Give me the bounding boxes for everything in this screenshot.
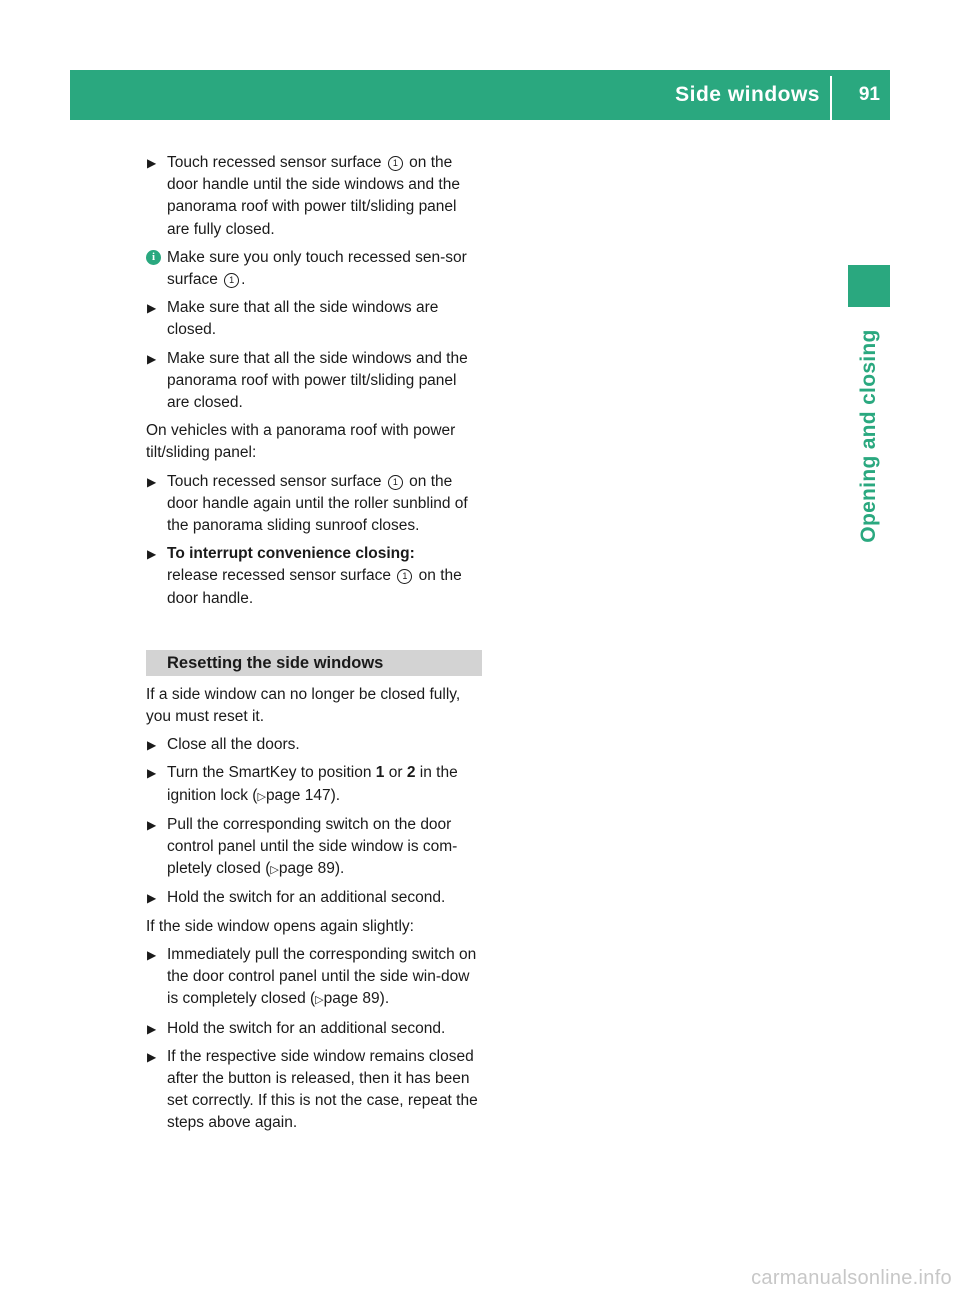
step-text: on the door handle until the side windows and the panorama roof with power tilt/sliding panel are fully closed. — [167, 154, 460, 238]
instruction-step — [146, 887, 482, 909]
triangle-right-icon: ▶ — [147, 351, 157, 366]
step-text: Hold the switch for an additional second. — [167, 1019, 446, 1037]
triangle-right-icon: ▶ — [147, 1049, 157, 1064]
circled-1-icon: 1 — [224, 273, 239, 288]
triangle-right-icon: ▶ — [147, 766, 157, 781]
step-title: To interrupt convenience closing: — [167, 545, 415, 563]
instruction-step — [146, 297, 482, 341]
step-text: in the ignition lock ( — [167, 764, 458, 804]
paragraph: If the side window opens again slightly: — [146, 917, 414, 935]
page-reference-link[interactable]: page 89 — [278, 860, 335, 878]
circled-1-icon: 1 — [388, 475, 403, 490]
step-text: Make sure that all the side windows are closed. — [167, 299, 439, 339]
triangle-right-icon: ▶ — [147, 817, 157, 832]
paragraph: On vehicles with a panorama roof with power tilt/sliding panel: — [146, 422, 456, 462]
step-text: Immediately pull the corresponding switch on the door control panel until the side win-dow is completely closed ( — [167, 945, 477, 1008]
triangle-ref-icon: ▷ — [257, 790, 266, 803]
triangle-right-icon: ▶ — [147, 301, 157, 316]
position-number: 2 — [406, 764, 416, 782]
triangle-right-icon: ▶ — [147, 474, 157, 489]
step-text: ). — [379, 990, 390, 1008]
step-text: ). — [334, 860, 345, 878]
info-text: . — [241, 271, 246, 289]
instruction-step — [146, 1018, 482, 1040]
triangle-right-icon: ▶ — [147, 547, 157, 562]
instruction-step — [146, 814, 482, 882]
paragraph: If a side window can no longer be closed fully, you must reset it. — [146, 685, 461, 726]
step-text: ). — [330, 786, 341, 804]
instruction-step — [146, 734, 482, 756]
header-divider — [830, 76, 832, 120]
instruction-step — [146, 152, 482, 241]
info-text: Make sure you only touch recessed sen-sor surface — [167, 248, 467, 289]
info-note — [146, 247, 482, 291]
triangle-ref-icon: ▷ — [315, 994, 324, 1007]
step-text: Close all the doors. — [167, 736, 300, 754]
step-text: or — [388, 764, 403, 782]
circled-1-icon: 1 — [388, 156, 403, 171]
page-reference-link[interactable]: page 147 — [265, 786, 331, 804]
triangle-right-icon: ▶ — [147, 738, 157, 753]
page-number: 91 — [858, 84, 880, 105]
page-title: Side windows — [675, 83, 820, 106]
triangle-right-icon: ▶ — [147, 891, 157, 906]
step-text: release recessed sensor surface — [167, 567, 392, 585]
instruction-step — [146, 348, 482, 415]
chapter-label: Opening and closing — [857, 329, 880, 543]
instruction-step — [146, 944, 482, 1012]
triangle-right-icon: ▶ — [147, 947, 157, 962]
main-content — [146, 152, 482, 1141]
page-reference-link[interactable]: page 89 — [323, 990, 380, 1008]
step-text: Make sure that all the side windows and the panorama roof with power tilt/sliding panel are closed. — [167, 349, 468, 412]
step-text: on the door handle again until the roller sunblind of the panorama sliding sunroof closes. — [167, 472, 468, 535]
header-bar — [70, 70, 890, 120]
section-heading: Resetting the side windows — [146, 650, 482, 676]
info-icon: i — [146, 250, 161, 265]
step-text: Hold the switch for an additional second. — [167, 889, 446, 907]
circled-1-icon: 1 — [397, 569, 412, 584]
step-text: Touch recessed sensor surface — [167, 472, 382, 490]
triangle-right-icon: ▶ — [147, 156, 157, 170]
triangle-ref-icon: ▷ — [270, 864, 279, 877]
triangle-right-icon: ▶ — [147, 1021, 157, 1036]
step-text: Touch recessed sensor surface — [167, 154, 382, 171]
instruction-step — [146, 543, 482, 610]
position-number: 1 — [375, 764, 385, 782]
step-text: Turn the SmartKey to position — [167, 764, 372, 782]
chapter-tab-marker — [848, 265, 890, 307]
step-text: on the door handle. — [167, 567, 462, 607]
instruction-step — [146, 1046, 482, 1135]
instruction-step — [146, 471, 482, 538]
watermark: carmanualsonline.info — [751, 1267, 952, 1289]
step-text: Pull the corresponding switch on the door control panel until the side window is com-pletely closed ( — [167, 815, 458, 878]
step-text: If the respective side window remains closed after the button is released, then it has been set correctly. If this is not the case, repeat the steps above again. — [167, 1047, 478, 1132]
instruction-step — [146, 762, 482, 807]
